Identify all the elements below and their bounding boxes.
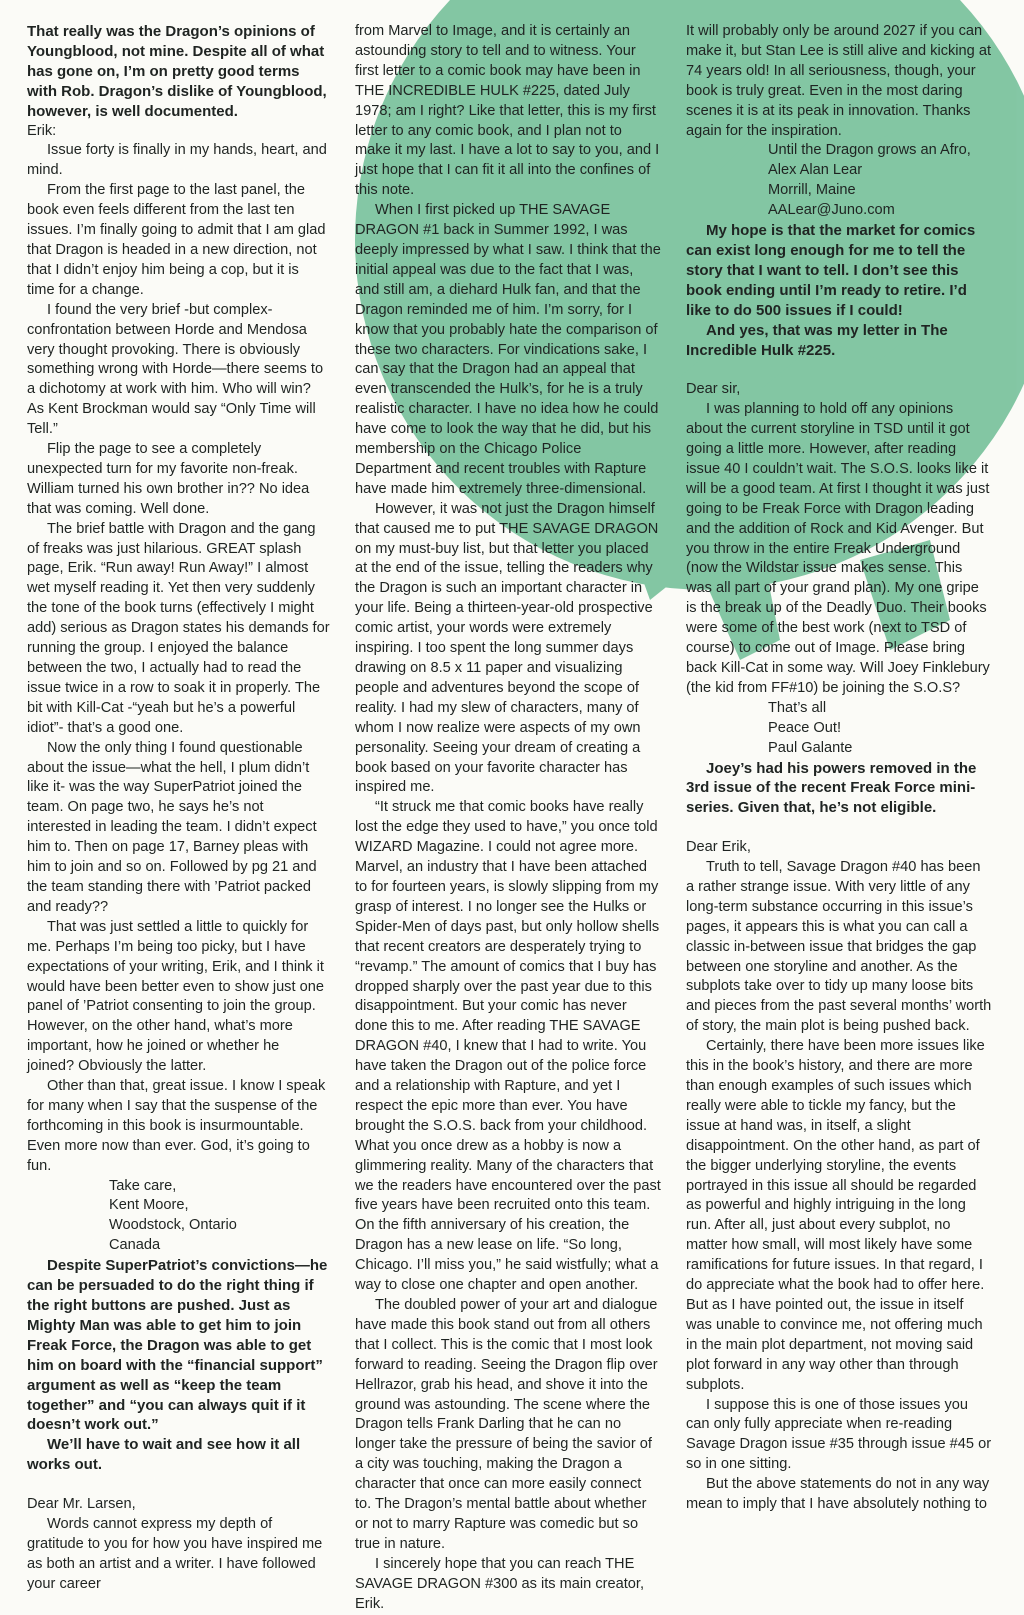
- editor-reply: Despite SuperPatriot’s convictions—he can be persuaded to do the right thing if the right buttons are pushed. Just as Mighty Man was able to get him to join Freak Force, the Dragon was able to get him on board with the “financial support” argument as well as “keep the team together” and “you can always quit if it doesn’t work out.”: [27, 1257, 328, 1434]
- letter-salutation: Dear Mr. Larsen,: [27, 1496, 136, 1513]
- letter-paragraph: Certainly, there have been more issues like this in the book’s history, and there are more than enough examples of such issues which really were able to tickle my fancy, but the issue at hand was, in itself, a slight disappointment. On the other hand, as part of the bigger underlying storyline, the events portrayed in this issue all should be regarded as powerful and highly intriguing in the long run. After all, just about every subplot, no matter how small, will most likely have some ramifications for future issues. In that regard, I do appreciate what the book had to offer here. But as I have pointed out, the issue in itself was unable to convince me, not offering much in the main plot department, not moving said plot forward in any way other than through subplots.: [686, 1038, 985, 1393]
- letter-signoff: Peace Out!: [768, 719, 842, 736]
- editor-reply: We’ll have to wait and see how it all works out.: [27, 1436, 301, 1474]
- editor-reply: My hope is that the market for comics can exist long enough for me to tell the story that I want to tell. I don’t see this book ending until I’m ready to retire. I’d like to do 500 issues if I could!: [686, 222, 976, 319]
- letter-paragraph: Now the only thing I found questionable about the issue—what the hell, I plum didn’t like it- was the way SuperPatriot joined the team. On page two, he says he’s not interested in leading the team. I didn’t expect him to. Then on page 17, Barney pleas with him to join and so on. Followed by pg 21 and the team standing there with ’Patriot packed and ready??: [27, 739, 317, 915]
- letter-signoff: That’s all: [768, 699, 827, 716]
- editor-reply: Joey’s had his powers removed in the 3rd issue of the recent Freak Force mini-series. Given that, he’s not eligible.: [686, 759, 977, 817]
- letter-signoff: AALear@Juno.com: [768, 202, 895, 219]
- letter-paragraph: But the above statements do not in any way mean to imply that I have absolutely nothing to: [686, 1476, 990, 1513]
- letter-signoff: Until the Dragon grows an Afro,: [768, 142, 971, 159]
- letter-paragraph: Flip the page to see a completely unexpected turn for my favorite non-freak. William turned his own brother in?? No idea that was coming. Well done.: [27, 441, 310, 517]
- letter-paragraph: Truth to tell, Savage Dragon #40 has been a rather strange issue. With very little of any long-term substance occurring in this issue’s pages, it appears this is what you can call a classic in-between issue that bridges the gap between one storyline and another. As the subplots take over to tidy up many loose bits and pieces from the past several months’ worth of story, the main plot is being pushed back.: [686, 859, 992, 1035]
- letter-signoff: Alex Alan Lear: [768, 162, 863, 179]
- letter-signoff: Morrill, Maine: [768, 182, 856, 199]
- letter-paragraph: When I first picked up THE SAVAGE DRAGON #1 back in Summer 1992, I was deeply impressed by what I saw. I think that the initial appeal was due to the fact that I was, and still am, a diehard Hulk fan, and that the Dragon reminded me of him. I’m sorry, for I know that you probably hate the comparison of these two characters. For vindications sake, I can say that the Dragon had an appeal that even transcended the Hulk’s, for he is a truly realistic character. I have no idea how he could have come to look the way that he did, but his membership on the Chicago Police Department and recent troubles with Rapture have made him extremely three-dimensional.: [355, 202, 661, 497]
- letter-paragraph: from Marvel to Image, and it is certainly an astounding story to tell and to witness. Your first letter to a comic book may have been in THE INCREDIBLE HULK #225, dated July 1978; am I right? Like that letter, this is my first letter to any comic book, and I plan not to make it my last. I have a lot to say to you, and I just hope that I can fit it all into the confines of this note.: [355, 23, 660, 199]
- editor-reply: That really was the Dragon’s opinions of Youngblood, not mine. Despite all of what has gone on, I’m on pretty good terms with Rob. Dragon’s dislike of Youngblood, however, is well documented.: [27, 23, 327, 120]
- letters-column-1: [27, 22, 330, 1592]
- letter-paragraph: It will probably only be around 2027 if you can make it, but Stan Lee is still alive and kicking at 74 years old! In all seriousness, though, your book is truly great. Even in the most daring scenes it is at its peak in innovation. Thanks again for the inspiration.: [686, 23, 992, 139]
- letters-column-2: [355, 22, 661, 1612]
- letter-paragraph: The brief battle with Dragon and the gang of freaks was just hilarious. GREAT splash page, Erik. “Run away! Run Away!” I almost wet myself reading it. Yet then very suddenly the tone of the book turns (effectively I might add) serious as Dragon states his demands for running the group. I enjoyed the balance between the two, I actually had to read the issue twice in a row to soak it in properly. The bit with Kill-Cat -“yeah but he’s a powerful idiot”- that’s a good one.: [27, 520, 330, 736]
- letter-paragraph: I suppose this is one of those issues you can only fully appreciate when re-reading Savage Dragon issue #35 through issue #45 or so in one sitting.: [686, 1396, 992, 1473]
- letter-signoff: Woodstock, Ontario: [109, 1217, 237, 1234]
- letter-paragraph: “It struck me that comic books have really lost the edge they used to have,” you once told WIZARD Magazine. I could not agree more. Marvel, an industry that I have been attached to for fourteen years, is slowly slipping from my grasp of interest. I no longer see the Hulks or Spider-Men of days past, but only hollow shells that recent creators are desperately trying to “revamp.” The amount of comics that I buy has dropped sharply over the past year due to this disappointment. But your comic has never done this to me. After reading THE SAVAGE DRAGON #40, I knew that I had to write. You have taken the Dragon out of the police force and a relationship with Rapture, and yet I respect the epic more than ever. You have brought the S.O.S. back from your childhood. What you once drew as a hobby is now a glimmering reality. Many of the characters that we the readers have encountered over the past five years have been recruited onto this team. On the fifth anniversary of his creation, the Dragon has a new lease on life. “So long, Chicago. I’ll miss you,” he said wistfully; what a way to close one chapter and open another.: [355, 799, 661, 1294]
- letter-paragraph: Other than that, great issue. I know I speak for many when I say that the suspense of the forthcoming in this book is insurmountable. Even more now than ever. God, it’s going to fun.: [27, 1078, 326, 1174]
- letter-signoff: Canada: [109, 1237, 161, 1254]
- letter-paragraph: That was just settled a little to quickly for me. Perhaps I’m being too picky, but I have expectations of your writing, Erik, and I think it would have been better even to show just one panel of ’Patriot consenting to join the group. However, on the other hand, what’s more important, how he joined or whether he joined? Obviously the latter.: [27, 918, 324, 1075]
- letter-signoff: Kent Moore,: [109, 1197, 189, 1214]
- letter-signoff: Paul Galante: [768, 739, 853, 756]
- letter-salutation: Dear Erik,: [686, 839, 751, 856]
- letter-paragraph: I was planning to hold off any opinions about the current storyline in TSD until it got going a little more. However, after reading issue 40 I couldn’t wait. The S.O.S. looks like it will be a good team. At first I thought it was just going to be Freak Force with Dragon leading and the addition of Rock and Kid Avenger. But you throw in the entire Freak Underground (now the Wildstar issue makes sense. This was all part of your grand plan). My one gripe is the break up of the Deadly Duo. Their books were some of the best work (next to TSD of course) to come out of Image. Please bring back Kill-Cat in some way. Will Joey Finklebury (the kid from FF#10) be joining the S.O.S?: [686, 401, 990, 696]
- letters-column-3: [686, 22, 992, 1547]
- letter-paragraph: Words cannot express my depth of gratitude to you for how you have inspired me as both an artist and a writer. I have followed your career: [27, 1515, 323, 1592]
- letter-paragraph: However, it was not just the Dragon himself that caused me to put THE SAVAGE DRAGON on my must-buy list, but that letter you placed at the end of the issue, telling the readers why the Dragon is such an important character in your life. Being a thirteen-year-old prospective comic artist, your words were extremely inspiring. I too spent the long summer days drawing on 8.5 x 11 paper and visualizing people and adventures beyond the scope of reality. I had my slew of characters, many of whom I now realize were aspects of my own personality. Seeing your dream of creating a book based on your favorite character has inspired me.: [355, 500, 659, 796]
- letter-salutation: Erik:: [27, 122, 57, 139]
- letter-paragraph: I found the very brief -but complex- confrontation between Horde and Mendosa very thought provoking. There is obviously something wrong with Horde—there seems to a dichotomy at work with him. Who will win? As Kent Brockman would say “Only Time will Tell.”: [27, 301, 324, 438]
- letter-paragraph: Issue forty is finally in my hands, heart, and mind.: [27, 142, 327, 179]
- letter-paragraph: I sincerely hope that you can reach THE SAVAGE DRAGON #300 as its main creator, Erik.: [355, 1555, 645, 1612]
- letter-paragraph: From the first page to the last panel, the book even feels different from the last ten issues. I’m finally going to admit that I am glad that Dragon is headed in a new direction, not that I didn’t enjoy him being a cop, but it is time for a change.: [27, 182, 326, 298]
- letter-paragraph: The doubled power of your art and dialogue have made this book stand out from all others that I collect. This is the comic that I most look forward to reading. Seeing the Dragon flip over Hellrazor, grab his head, and shove it into the ground was astounding. The scene where the Dragon tells Frank Darling that he can no longer take the pressure of being the savior of a city was touching, making the Dragon a character that once can more easily connect to. The Dragon’s mental battle about whether or not to marry Rapture was comedic but so true in nature.: [355, 1297, 658, 1552]
- editor-reply: And yes, that was my letter in The Incredible Hulk #225.: [686, 321, 948, 359]
- letter-salutation: Dear sir,: [686, 381, 741, 398]
- letter-signoff: Take care,: [109, 1177, 177, 1194]
